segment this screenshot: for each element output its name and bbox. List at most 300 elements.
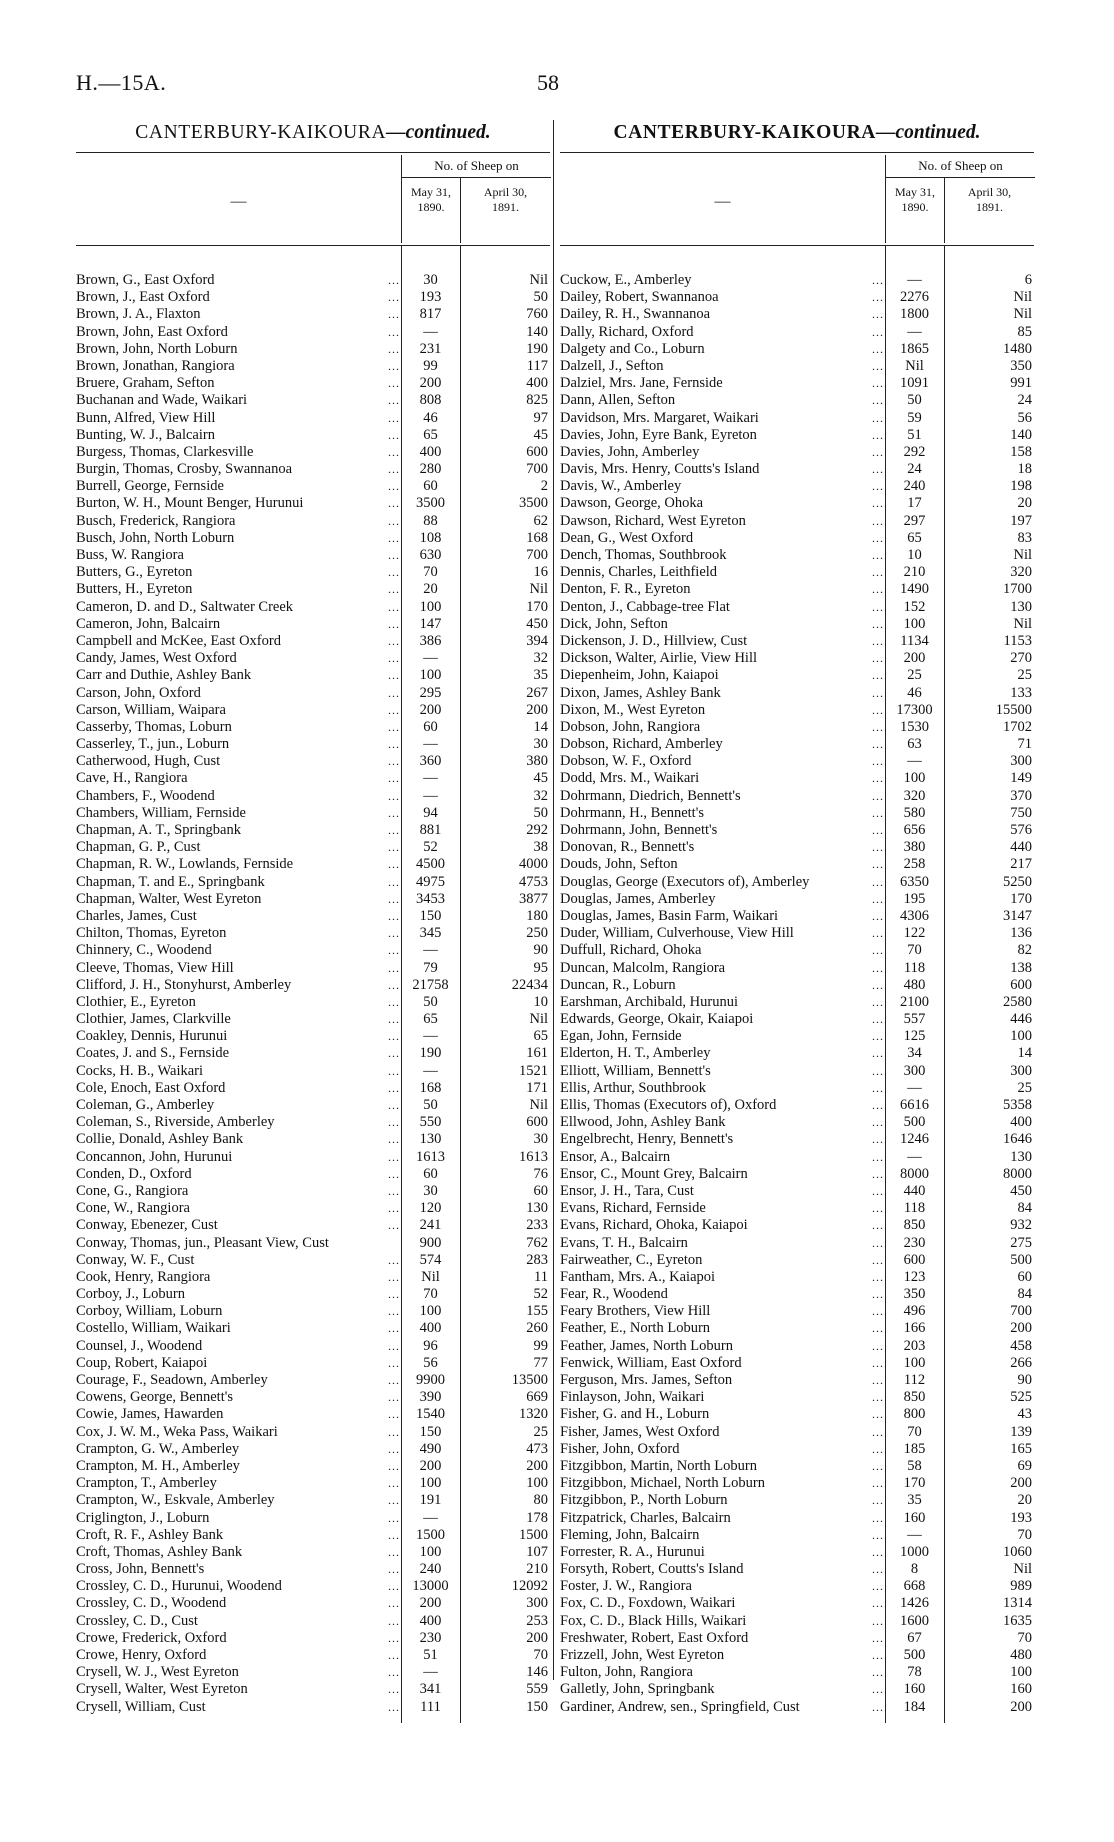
leader-dots: ... [872,307,884,322]
holder-name: Douglas, George (Executors of), Amberley [560,873,810,890]
holder-name: Dennis, Charles, Leithfield [560,564,718,581]
sheep-count-1890: 168 [419,1079,442,1096]
sheep-count-1891: 700 [526,547,548,563]
sheep-count-1890: 195 [903,890,926,907]
holder-name: Fox, C. D., Black Hills, Waikari [560,1612,747,1629]
holder-name: Forsyth, Robert, Coutts's Island [560,1561,744,1578]
table-row [560,1664,1034,1681]
sheep-count-1890: 3453 [416,890,445,907]
sheep-count-1891: 15500 [995,701,1032,718]
sheep-count-1891: 149 [1010,770,1032,787]
sheep-count-1891: 43 [1017,1406,1032,1423]
leader-dots: ... [872,1218,884,1233]
leader-dots: ... [388,1080,400,1095]
sheep-count-1890: 850 [903,1389,926,1406]
right-date2-header [944,177,1034,243]
sheep-count-1891: 82 [1017,942,1032,959]
leader-dots: ... [872,479,884,494]
leader-dots: ... [872,1407,884,1422]
sheep-count-1890: 500 [903,1114,926,1131]
sheep-count-1890: 241 [419,1217,442,1234]
sheep-count-1891: 200 [1010,1698,1032,1715]
table-row [76,1235,550,1252]
sheep-count-1891: 4753 [519,873,548,890]
table-row [560,1561,1034,1578]
sheep-count-1890: 99 [423,357,438,374]
sheep-count-1891: 165 [1010,1440,1032,1457]
sheep-count-1890: 160 [903,1681,926,1698]
leader-dots: ... [872,393,884,408]
sheep-count-1890: 6616 [900,1097,929,1113]
table-row [76,685,550,702]
leader-dots: ... [388,1493,400,1508]
sheep-count-1891: 300 [526,1595,548,1612]
sheep-count-1891: 320 [1010,564,1032,581]
sheep-count-1890: 360 [419,753,442,770]
sheep-count-1890: 111 [420,1698,441,1715]
sheep-count-1890: 292 [903,443,926,460]
holder-name: Cocks, H. B., Waikari [76,1062,204,1079]
sheep-count-1890: 17300 [896,701,933,718]
sheep-count-1890: 900 [419,1234,442,1251]
table-row [560,392,1034,409]
leader-dots: ... [872,1115,884,1130]
holder-name: Butters, H., Eyreton [76,581,193,598]
table-row [560,1527,1034,1544]
sheep-count-1890: 390 [419,1389,442,1406]
leader-dots: ... [388,685,400,700]
sheep-count-1890: 50 [423,1097,438,1113]
table-row [560,358,1034,375]
sheep-count-1891: 85 [1017,323,1032,340]
sheep-count-1890: 30 [423,272,438,288]
sheep-count-1890: 295 [419,684,442,701]
table-row [560,1063,1034,1080]
sheep-count-1891: 45 [533,770,548,787]
right-title-text: CANTERBURY-KAIKOURA [613,122,876,143]
table-row [560,1114,1034,1131]
sheep-count-1891: 600 [1010,976,1032,993]
sheep-count-1890: 1613 [416,1148,445,1165]
leader-dots: ... [388,462,400,477]
sheep-count-1891: 5250 [1003,873,1032,890]
table-row [76,1149,550,1166]
holder-name: Feather, James, North Loburn [560,1337,733,1354]
sheep-count-1891: 991 [1010,375,1032,392]
leader-dots: ... [388,908,400,923]
sheep-count-1891: 140 [526,323,548,340]
table-row [76,599,550,616]
holder-name: Fitzgibbon, P., North Loburn [560,1492,728,1509]
leader-dots: ... [872,805,884,820]
table-row [76,805,550,822]
holder-name: Fear, R., Woodend [560,1286,668,1303]
table-row [560,1011,1034,1028]
table-row [560,564,1034,581]
sheep-count-1891: 5358 [1003,1097,1032,1113]
sheep-count-1891: 11 [534,1268,548,1285]
sheep-count-1890: 100 [419,1475,442,1492]
sheep-count-1891: 20 [1017,495,1032,512]
sheep-count-1891: 283 [526,1251,548,1268]
sheep-count-1891: 70 [533,1647,548,1663]
sheep-count-1890: 51 [423,1647,438,1663]
sheep-count-1890: 230 [419,1629,442,1646]
sheep-count-1890: 65 [907,529,922,546]
table-row [560,1303,1034,1320]
table-row [560,736,1034,753]
table-row [76,702,550,719]
sheep-count-1891: 133 [1010,684,1032,701]
holder-name: Cone, W., Rangiora [76,1200,190,1217]
leader-dots: ... [388,840,400,855]
leader-dots: ... [388,1063,400,1078]
leader-dots: ... [388,307,400,322]
sheep-count-1891: 3147 [1003,907,1032,924]
sheep-count-1891: 13500 [511,1372,548,1388]
leader-dots: ... [388,874,400,889]
table-row [560,1235,1034,1252]
holder-name: Fantham, Mrs. A., Kaiapoi [560,1268,716,1285]
leader-dots: ... [872,1269,884,1284]
sheep-count-1891: 99 [533,1337,548,1354]
holder-name: Busch, John, North Loburn [76,529,235,546]
table-row [76,1045,550,1062]
holder-name: Dailey, R. H., Swannanoa [560,306,711,323]
holder-name: Brown, G., East Oxford [76,272,215,288]
right-title-suffix: —continued. [875,122,981,143]
table-row [560,925,1034,942]
leader-dots: ... [388,1269,400,1284]
sheep-count-1890: — [423,770,438,787]
table-row [560,874,1034,891]
leader-dots: ... [388,702,400,717]
holder-name: Fitzgibbon, Michael, North Loburn [560,1475,765,1492]
table-row [76,1269,550,1286]
holder-name: Chapman, A. T., Springbank [76,822,241,838]
sheep-count-1891: 750 [1010,804,1032,821]
holder-name: Burgin, Thomas, Crosby, Swannanoa [76,461,293,478]
holder-name: Crysell, William, Cust [76,1698,206,1715]
sheep-count-1891: 350 [1010,357,1032,374]
holder-name: Dodd, Mrs. M., Waikari [560,770,700,787]
holder-name: Burton, W. H., Mount Benger, Hurunui [76,495,304,512]
sheep-count-1890: 668 [903,1578,926,1595]
sheep-count-1891: 2580 [1003,993,1032,1010]
leader-dots: ... [388,273,400,287]
leader-dots: ... [872,1012,884,1027]
table-row [76,1510,550,1527]
leader-dots: ... [388,926,400,941]
holder-name: Brown, John, North Loburn [76,340,238,357]
leader-dots: ... [872,977,884,992]
sheep-count-1890: — [423,1664,438,1681]
sheep-count-1890: — [423,942,438,959]
holder-name: Cameron, D. and D., Saltwater Creek [76,598,294,615]
sheep-count-1890: 1500 [416,1526,445,1543]
right-sheep-header: No. of Sheep on [885,155,1035,178]
holder-name: Davidson, Mrs. Margaret, Waikari [560,409,759,426]
sheep-count-1891: 16 [533,564,548,581]
table-row [560,1389,1034,1406]
sheep-count-1891: 762 [526,1234,548,1251]
leader-dots: ... [872,891,884,906]
table-row [560,753,1034,770]
left-date2-line2: 1891. [492,200,519,214]
leader-dots: ... [388,943,400,958]
holder-name: Douglas, James, Basin Farm, Waikari [560,907,779,924]
sheep-count-1890: 557 [903,1011,926,1028]
table-row [560,1149,1034,1166]
leader-dots: ... [388,496,400,511]
holder-name: Dickenson, J. D., Hillview, Cust [560,632,748,649]
sheep-count-1890: 1865 [900,340,929,357]
leader-dots: ... [388,1355,400,1370]
leader-dots: ... [388,1287,400,1302]
holder-name: Conden, D., Oxford [76,1165,192,1182]
table-row [76,942,550,959]
sheep-count-1891: 200 [1010,1320,1032,1337]
holder-name: Ensor, C., Mount Grey, Balcairn [560,1165,748,1182]
sheep-count-1891: 525 [1010,1389,1032,1406]
table-row [76,289,550,306]
holder-name: Corboy, William, Loburn [76,1303,223,1320]
table-row [560,702,1034,719]
leader-dots: ... [388,1665,400,1680]
holder-name: Carr and Duthie, Ashley Bank [76,667,252,684]
holder-name: Ellis, Thomas (Executors of), Oxford [560,1097,777,1113]
table-row [76,1630,550,1647]
sheep-count-1890: 70 [907,1423,922,1440]
holder-name: Evans, Richard, Fernside [560,1200,706,1217]
sheep-count-1890: 203 [903,1337,926,1354]
table-row [560,547,1034,564]
table-row [560,530,1034,547]
sheep-count-1891: 32 [533,650,548,667]
sheep-count-1890: 240 [903,478,926,495]
table-row [76,581,550,598]
leader-dots: ... [388,530,400,545]
table-row [560,942,1034,959]
sheep-count-1890: 60 [423,718,438,735]
table-row [560,1217,1034,1234]
holder-name: Crossley, C. D., Cust [76,1612,198,1629]
holder-name: Candy, James, West Oxford [76,650,237,667]
holder-name: Dann, Allen, Sefton [560,392,676,409]
sheep-count-1890: 231 [419,340,442,357]
sheep-count-1891: Nil [529,1097,548,1113]
holder-name: Fulton, John, Rangiora [560,1664,693,1681]
sheep-count-1891: 25 [1017,667,1032,684]
holder-name: Duffull, Richard, Ohoka [560,942,702,959]
leader-dots: ... [872,1098,884,1112]
holder-name: Davis, Mrs. Henry, Coutts's Island [560,461,760,478]
left-title-suffix: —continued. [386,122,491,143]
leader-dots: ... [872,513,884,528]
sheep-count-1890: 500 [903,1647,926,1663]
sheep-count-1891: 160 [1010,1681,1032,1698]
right-column-title [560,120,1034,146]
holder-name: Donovan, R., Bennett's [560,839,695,856]
leader-dots: ... [388,1596,400,1611]
leader-dots: ... [388,1544,400,1559]
table-row [76,1613,550,1630]
table-row [560,650,1034,667]
leader-dots: ... [388,1458,400,1473]
leader-dots: ... [872,754,884,769]
left-sheep-header: No. of Sheep on [401,155,551,178]
sheep-count-1891: 300 [1010,753,1032,770]
leader-dots: ... [388,1699,400,1714]
table-row [76,341,550,358]
holder-name: Brown, J. A., Flaxton [76,306,201,323]
table-row [76,1217,550,1234]
leader-dots: ... [388,290,400,305]
table-row [560,994,1034,1011]
holder-name: Collie, Donald, Ashley Bank [76,1131,244,1148]
table-row [560,410,1034,427]
sheep-count-1891: 97 [533,409,548,426]
sheep-count-1891: 576 [1010,822,1032,838]
holder-name: Costello, William, Waikari [76,1320,231,1337]
right-date1-line1: May 31, [895,185,935,199]
leader-dots: ... [388,1441,400,1456]
leader-dots: ... [872,290,884,305]
sheep-count-1891: 200 [526,701,548,718]
holder-name: Courage, F., Seadown, Amberley [76,1372,268,1388]
sheep-count-1891: 197 [1010,512,1032,529]
holder-name: Concannon, John, Hurunui [76,1148,233,1165]
table-row [76,1544,550,1561]
table-row [560,1699,1034,1716]
holder-name: Chilton, Thomas, Eyreton [76,925,227,942]
holder-name: Crowe, Henry, Oxford [76,1647,207,1663]
holder-name: Davies, John, Eyre Bank, Eyreton [560,426,757,443]
sheep-count-1890: 184 [903,1698,926,1715]
leader-dots: ... [388,444,400,459]
leader-dots: ... [872,1390,884,1405]
sheep-count-1891: 3500 [519,495,548,512]
sheep-count-1891: 95 [533,959,548,976]
table-row [560,1252,1034,1269]
leader-dots: ... [388,1579,400,1594]
holder-name: Crysell, Walter, West Eyreton [76,1681,248,1698]
sheep-count-1891: 760 [526,306,548,323]
leader-dots: ... [388,1115,400,1130]
holder-name: Chapman, G. P., Cust [76,839,201,856]
sheep-count-1890: 56 [423,1354,438,1371]
table-row [76,1028,550,1045]
sheep-count-1890: 4306 [900,907,929,924]
holder-name: Cowens, George, Bennett's [76,1389,233,1406]
leader-dots: ... [872,857,884,872]
holder-name: Crampton, W., Eskvale, Amberley [76,1492,275,1509]
leader-dots: ... [388,1682,400,1697]
sheep-count-1890: 67 [907,1629,922,1646]
leader-dots: ... [872,926,884,941]
holder-name: Dean, G., West Oxford [560,529,694,546]
sheep-count-1891: 300 [1010,1062,1032,1079]
left-column-title [76,120,550,146]
leader-dots: ... [388,1424,400,1439]
sheep-count-1891: 1500 [519,1526,548,1543]
table-row [560,1338,1034,1355]
leader-dots: ... [388,324,400,339]
leader-dots: ... [872,358,884,373]
table-row [76,1355,550,1372]
table-row [560,908,1034,925]
sheep-count-1891: 138 [1010,959,1032,976]
holder-name: Chambers, William, Fernside [76,804,246,821]
table-row [560,1406,1034,1423]
table-row [76,891,550,908]
holder-name: Chinnery, C., Woodend [76,942,212,959]
leader-dots: ... [388,805,400,820]
leader-dots: ... [388,1098,400,1112]
sheep-count-1891: 210 [526,1561,548,1578]
table-row [560,1647,1034,1664]
sheep-count-1890: 150 [419,1423,442,1440]
holder-name: Fox, C. D., Foxdown, Waikari [560,1595,736,1612]
sheep-count-1890: 30 [423,1182,438,1199]
holder-name: Forrester, R. A., Hurunui [560,1543,705,1560]
sheep-count-1891: 8000 [1003,1165,1032,1182]
sheep-count-1891: 90 [533,942,548,959]
sheep-count-1890: 4500 [416,856,445,873]
holder-name: Egan, John, Fernside [560,1028,682,1045]
leader-dots: ... [872,1029,884,1044]
table-row [76,564,550,581]
table-row [560,616,1034,633]
leader-dots: ... [388,1613,400,1628]
left-date2-line1: April 30, [483,185,528,199]
sheep-count-1891: 38 [533,839,548,856]
leader-dots: ... [872,1596,884,1611]
holder-name: Cook, Henry, Rangiora [76,1268,211,1285]
sheep-count-1891: 52 [533,1286,548,1303]
table-row [560,495,1034,512]
table-row [76,1303,550,1320]
holder-name: Campbell and McKee, East Oxford [76,632,281,649]
sheep-count-1890: 125 [903,1028,926,1045]
left-title-text: CANTERBURY-KAIKOURA [135,122,387,143]
leader-dots: ... [872,1562,884,1577]
sheep-count-1890: 150 [419,907,442,924]
sheep-count-1891: 60 [1017,1268,1032,1285]
leader-dots: ... [388,719,400,734]
table-row [560,839,1034,856]
table-row [76,461,550,478]
sheep-count-1891: 380 [526,753,548,770]
sheep-count-1891: 14 [1017,1045,1032,1062]
leader-dots: ... [872,1682,884,1697]
sheep-count-1891: 35 [533,667,548,684]
leader-dots: ... [388,582,400,597]
table-row [76,667,550,684]
holder-name: Butters, G., Eyreton [76,564,193,581]
sheep-count-1891: 1153 [1003,632,1032,649]
sheep-count-1890: 65 [423,1011,438,1028]
holder-name: Ellwood, John, Ashley Bank [560,1114,726,1131]
leader-dots: ... [388,891,400,906]
sheep-count-1890: — [907,272,922,288]
leader-dots: ... [388,1648,400,1662]
table-row [76,495,550,512]
left-column [76,120,550,1716]
sheep-count-1891: Nil [529,581,548,598]
sheep-count-1891: 178 [526,1509,548,1526]
sheep-count-1890: 70 [907,942,922,959]
